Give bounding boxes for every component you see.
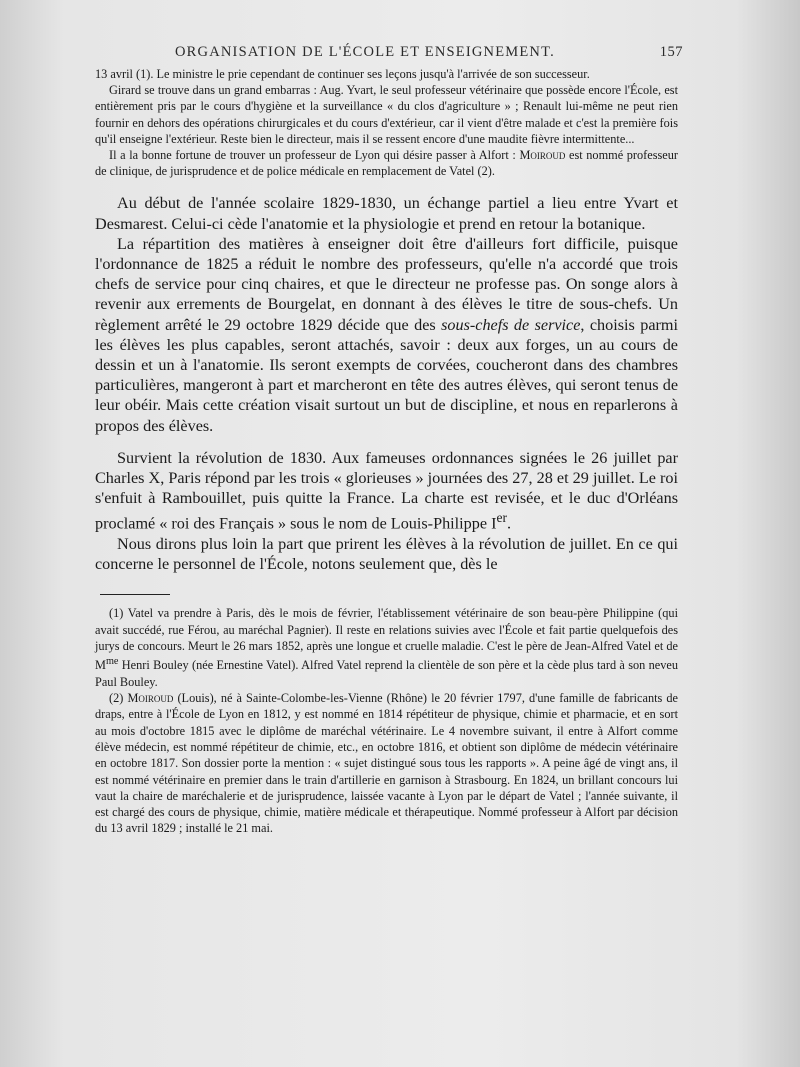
excerpt-paragraph-1: 13 avril (1). Le ministre le prie cependant de continuer ses leçons jusqu'à l'arrivée de son successeur.: [95, 67, 590, 81]
footnote-text: Henri Bouley (née Ernestine Vatel). Alfred Vatel reprend la clientèle de son père et la cède plus tard à son neveu Paul Bouley.: [95, 658, 678, 689]
person-name: Moiroud: [127, 691, 174, 706]
footnote-number: (2): [109, 691, 128, 706]
superscript: er: [496, 510, 507, 526]
footnote-1: [95, 605, 678, 690]
page-number: 157: [659, 44, 683, 60]
person-name: Moiroud: [519, 148, 566, 163]
excerpt-paragraph-2: Girard se trouve dans un grand embarras : Aug. Yvart, le seul professeur vétérinaire que possède encore l'École, est entièrement pris par le cours d'hygiène et la surveillance « du clos d'agriculture » ; Renault lui-même ne peut rien fournir en dehors des opérations chirurgicales et du cours d'extérieur, car il vient d'être malade et c'est la première fois qu'il enseigne l'extérieur. Reste bien le directeur, mais il se ressent encore d'une maudite fièvre intermittente...: [95, 83, 678, 146]
superscript: me: [105, 656, 119, 668]
body-paragraph-1: Au début de l'année scolaire 1829-1830, un échange partiel a lieu entre Yvart et Desmarest. Celui-ci cède l'anatomie et la physiologie et prend en retour la botanique.: [95, 194, 678, 233]
running-title: ORGANISATION DE L'ÉCOLE ET ENSEIGNEMENT.: [175, 44, 555, 60]
footnotes: [95, 605, 678, 836]
footnote-2: [95, 690, 678, 837]
body-paragraph-3: [95, 448, 678, 534]
excerpt-paragraph-3: [95, 147, 678, 179]
body-text: .: [506, 514, 512, 533]
body-paragraph-2: [95, 234, 678, 436]
footnote-divider: [100, 594, 170, 595]
footnote-text: (1) Vatel va prendre à Paris, dès le mois de février, l'établissement vétérinaire de son beau-père Philippine (qui avait succédé, rue Férou, au maréchal Pagnier). Il reste en relations suivies avec l'École et fait partie quelquefois des jurys de concours. Meurt le 26 mars 1852, après une longue et cruelle maladie. C'est le père de Jean-Alfred Vatel et de M: [95, 606, 678, 673]
document-page: [95, 44, 683, 837]
excerpt-text: Il a la bonne fortune de trouver un professeur de Lyon qui désire passer à Alfort :: [109, 148, 520, 163]
body-text: La répartition des matières à enseigner doit être d'ailleurs fort difficile, puisque l'ordonnance de 1825 a réduit le nombre des professeurs, qu'elle n'a accordé que trois chefs de service pour cinq chaires, et que le directeur ne professe pas. On songe alors à revenir aux errements de Bourgelat, en donnant à des élèves le titre de sous-chefs. Un règlement arrêté le 29 octobre 1829 décide que des: [95, 234, 678, 334]
quoted-excerpt: [95, 66, 678, 179]
body-paragraph-4: Nous dirons plus loin la part que prirent les élèves à la révolution de juillet. En ce qui concerne le personnel de l'École, notons seulement que, dès le: [95, 535, 678, 574]
body-text: Survient la révolution de 1830. Aux fameuses ordonnances signées le 26 juillet par Charles X, Paris répond par les trois « glorieuses » journées des 27, 28 et 29 juillet. Le roi s'enfuit à Rambouillet, puis quitte la France. La charte est revisée, et le duc d'Orléans proclamé « roi des Français » sous le nom de Louis-Philippe I: [95, 448, 678, 533]
body-text: , choisis parmi les élèves les plus capables, seront attachés, savoir : deux aux forges, un au cours de dessin et un à l'anatomie. Ils seront exempts de corvées, coucheront dans des chambres particulières, mangeront à part et marcheront en tête des autres élèves, qui seront tenus de leur obéir. Mais cette création visait surtout un but de discipline, et nous en reparlerons à propos des élèves.: [95, 315, 678, 435]
excerpt-text: est nommé professeur de clinique, de jurisprudence et de police médicale en remplacement de Vatel (2).: [95, 148, 679, 179]
footnote-text: (Louis), né à Sainte-Colombe-les-Vienne (Rhône) le 20 février 1797, d'une famille de fabricants de draps, entre à l'École de Lyon en 1812, y est nommé en 1814 répétiteur de physique, chimie et pharmacie, et en sort au mois d'octobre 1815 avec le diplôme de maréchal vétérinaire. Le 4 novembre suivant, il entre à Alfort comme élève médecin, est nommé répétiteur de chimie, etc., en octobre 1816, et obtient son diplôme de médecin vétérinaire en octobre 1817. Son dossier porte la mention : « sujet distingué sous tous les rapports ». A peine âgé de vingt ans, il est nommé vétérinaire en premier dans le train d'artillerie en garnison à Strasbourg. En 1824, un brillant concours lui vaut la chaire de maréchalerie et de jurisprudence, laissée vacante à Lyon par le départ de Vatel ; l'année suivante, il est chargé des cours de physique, chimie, matière médicale et thérapeutique. Nommé professeur à Alfort par décision du 13 avril 1829 ; installé le 21 mai.: [95, 691, 679, 836]
running-header: [95, 44, 683, 66]
main-text: [95, 193, 678, 574]
italic-term: sous-chefs de service: [441, 315, 581, 334]
